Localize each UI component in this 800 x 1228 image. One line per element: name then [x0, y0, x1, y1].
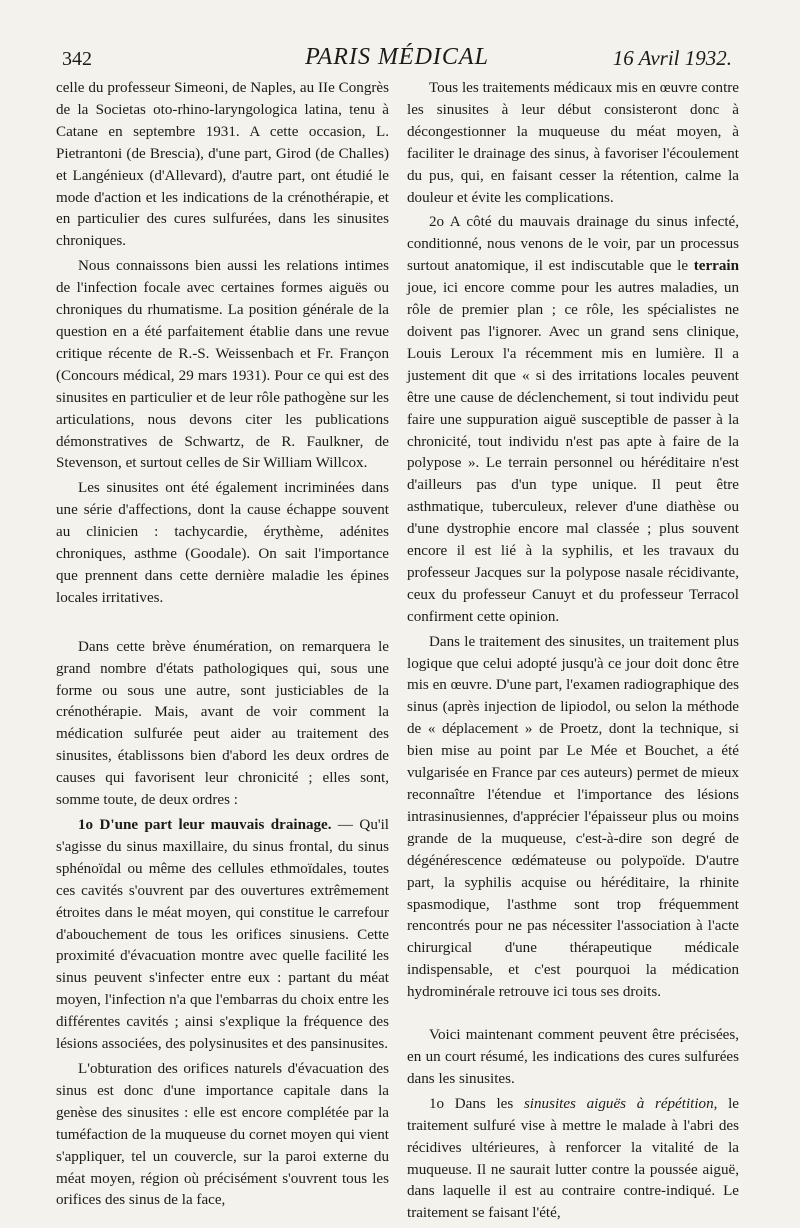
keyword-terrain: terrain: [693, 258, 739, 275]
spacer: [407, 1007, 739, 1025]
paragraph: Voici maintenant comment peuvent être précisées, en un court résumé, les indications des cures sulfurées dans les sinusites.: [407, 1027, 739, 1087]
issue-date: 16 Avril 1932.: [612, 46, 732, 70]
paragraph-text: 2o A côté du mauvais drainage du sinus infecté, conditionné, nous venons de le voir, par un processus surtout anatomique, il est indiscutable que le: [407, 214, 739, 275]
paragraph: Les sinusites ont été également incriminées dans une série d'affections, dont la cause échappe souvent au clinicien : tachycardie, érythème, adénites chroniques, asthme (Goodale). On sait l'importance que prennent dans cette dernière maladie les épines locales irritatives.: [56, 480, 389, 606]
paragraph: [56, 815, 389, 1056]
paragraph: Dans cette brève énumération, on remarquera le grand nombre d'états pathologiques qui, sous une forme ou sous une autre, sont justiciables de la crénothérapie. Mais, avant de voir comment la médication sulfurée peut aider au traitement des sinusites, établissons bien d'abord les deux ordres de causes qui favorisent leur chronicité ; elles sont, somme toute, de deux ordres :: [56, 638, 389, 809]
running-header: [62, 40, 732, 74]
left-column: [56, 78, 389, 1215]
paragraph: [407, 212, 739, 628]
paragraph-text: joue, ici encore comme pour les autres maladies, un rôle de premier plan ; ce rôle, les spécialistes ne doivent pas l'ignorer. Avec un grand sens clinique, Louis Leroux l'a récemment mis en lumière. Il a justement dit que « si des irritations locales peuvent être une cause de déclenchement, si tout individu peut faire une suppuration aiguë susceptible de passer à la chronicité, tout individu n'est pas apte à faire de la polypose ». Le terrain personnel ou héréditaire n'est d'ailleurs pas d'un type unique. Il peut être asthmatique, tuberculeux, relever d'une diathèse ou d'une dystrophie encore mal classée ; plus souvent encore il est lié à la syphilis, et les travaux du professeur Jacques sur la polypose nasale récidivante, ceux du professeur Canuyt et du professeur Terracol confirment cette opinion.: [407, 280, 739, 625]
paragraph-text: , le traitement sulfuré vise à mettre le malade à l'abri des récidives ultérieures, à renforcer la vitalité de la muqueuse. Il ne saurait lutter contre la poussée aiguë, dans laquelle il est au contraire contre-indiqué. Le traitement se faisant l'été,: [407, 1095, 739, 1222]
emphasis-text: sinusites aiguës à répétition: [523, 1095, 714, 1112]
paragraph: [407, 1094, 739, 1225]
section-heading: 1o D'une part leur mauvais drainage.: [78, 817, 332, 833]
page-number: 342: [62, 48, 92, 70]
paragraph: Nous connaissons bien aussi les relations intimes de l'infection focale avec certaines formes aiguës ou chroniques du rhumatisme. La position générale de la question en a été parfaitement établie dans une revue critique récente de R.-S. Weissenbach et Fr. Françon (Concours médical, 29 mars 1931). Pour ce qui est des sinusites en particulier et de leur rôle pathogène sur les articulations, nous devons citer les publications démonstratives de Schwartz, de R. Faulkner, de Stevenson, et surtout celles de Sir William Willcox.: [56, 258, 389, 472]
paragraph: L'obturation des orifices naturels d'évacuation des sinus est donc d'une importance capitale dans la genèse des sinusites : elle est encore complétée par la tuméfaction de la muqueuse du cornet moyen qui vient s'appliquer, tel un couvercle, sur la paroi externe du méat moyen, région où précisément s'ouvrent tous les orifices des sinus de la face,: [56, 1060, 389, 1209]
paragraph: Tous les traitements médicaux mis en œuvre contre les sinusites à leur début consisteront donc à décongestionner la muqueuse du méat moyen, à faciliter le drainage des sinus, à favoriser l'écoulement du pus, qui, en faisant cesser la rétention, calme la douleur et évite les complications.: [407, 80, 739, 206]
spacer: [56, 613, 389, 637]
paragraph-text: 1o Dans les: [429, 1095, 524, 1112]
right-column: [407, 78, 739, 1228]
paragraph: Dans le traitement des sinusites, un traitement plus logique que celui adopté jusqu'à ce jour doit donc être mis en œuvre. D'une part, l'examen radiographique des sinus (après injection de lipiodol, ou selon la méthode de « déplacement » de Proetz, dont la technique, si bien mise au point par Le Mée et Bouchet, a été vulgarisée en France par ces auteurs) permet de mieux reconnaître l'étendue et l'importance des lésions intrasinusiennes, d'apprécier l'épaisseur plus ou moins grande de la muqueuse, c'est-à-dire son degré de dégénérescence œdémateuse ou polypoïde. D'autre part, la syphilis acquise ou héréditaire, la rhinite spasmodique, l'asthme sont trop fréquemment rencontrés pour ne pas nécessiter l'association à l'acte chirurgical d'une thérapeutique médicale indispensable, et c'est pourquoi la médication hydrominérale retrouve ici tous ses droits.: [407, 633, 739, 1001]
paragraph: celle du professeur Simeoni, de Naples, au IIe Congrès de la Societas oto-rhino-laryngologica latina, tenu à Catane en septembre 1931. A cette occasion, L. Pietrantoni (de Brescia), d'une part, Girod (de Challes) et Langénieux (d'Allevard), d'autre part, ont étudié le mode d'action et les indications de la crénothérapie, et en particulier des cures sulfurées, dans les sinusites chroniques.: [56, 80, 389, 250]
journal-title: PARIS MÉDICAL: [305, 44, 489, 70]
paragraph-text: — Qu'il s'agisse du sinus maxillaire, du sinus frontal, du sinus sphénoïdal ou même des cellules ethmoïdales, toutes ces cavités s'ouvrent par des ouvertures extrêmement étroites dans le méat moyen, qui constitue le carrefour d'abouchement de tous les orifices sinusiens. Cette proximité d'évacuation montre avec quelle facilité les sinus peuvent s'infecter entre eux : partant du méat moyen, l'infection n'a que l'embarras du choix entre les différentes cavités ; ainsi s'explique la fréquence des lésions associées, des polysinusites et des pansinusites.: [56, 817, 389, 1053]
